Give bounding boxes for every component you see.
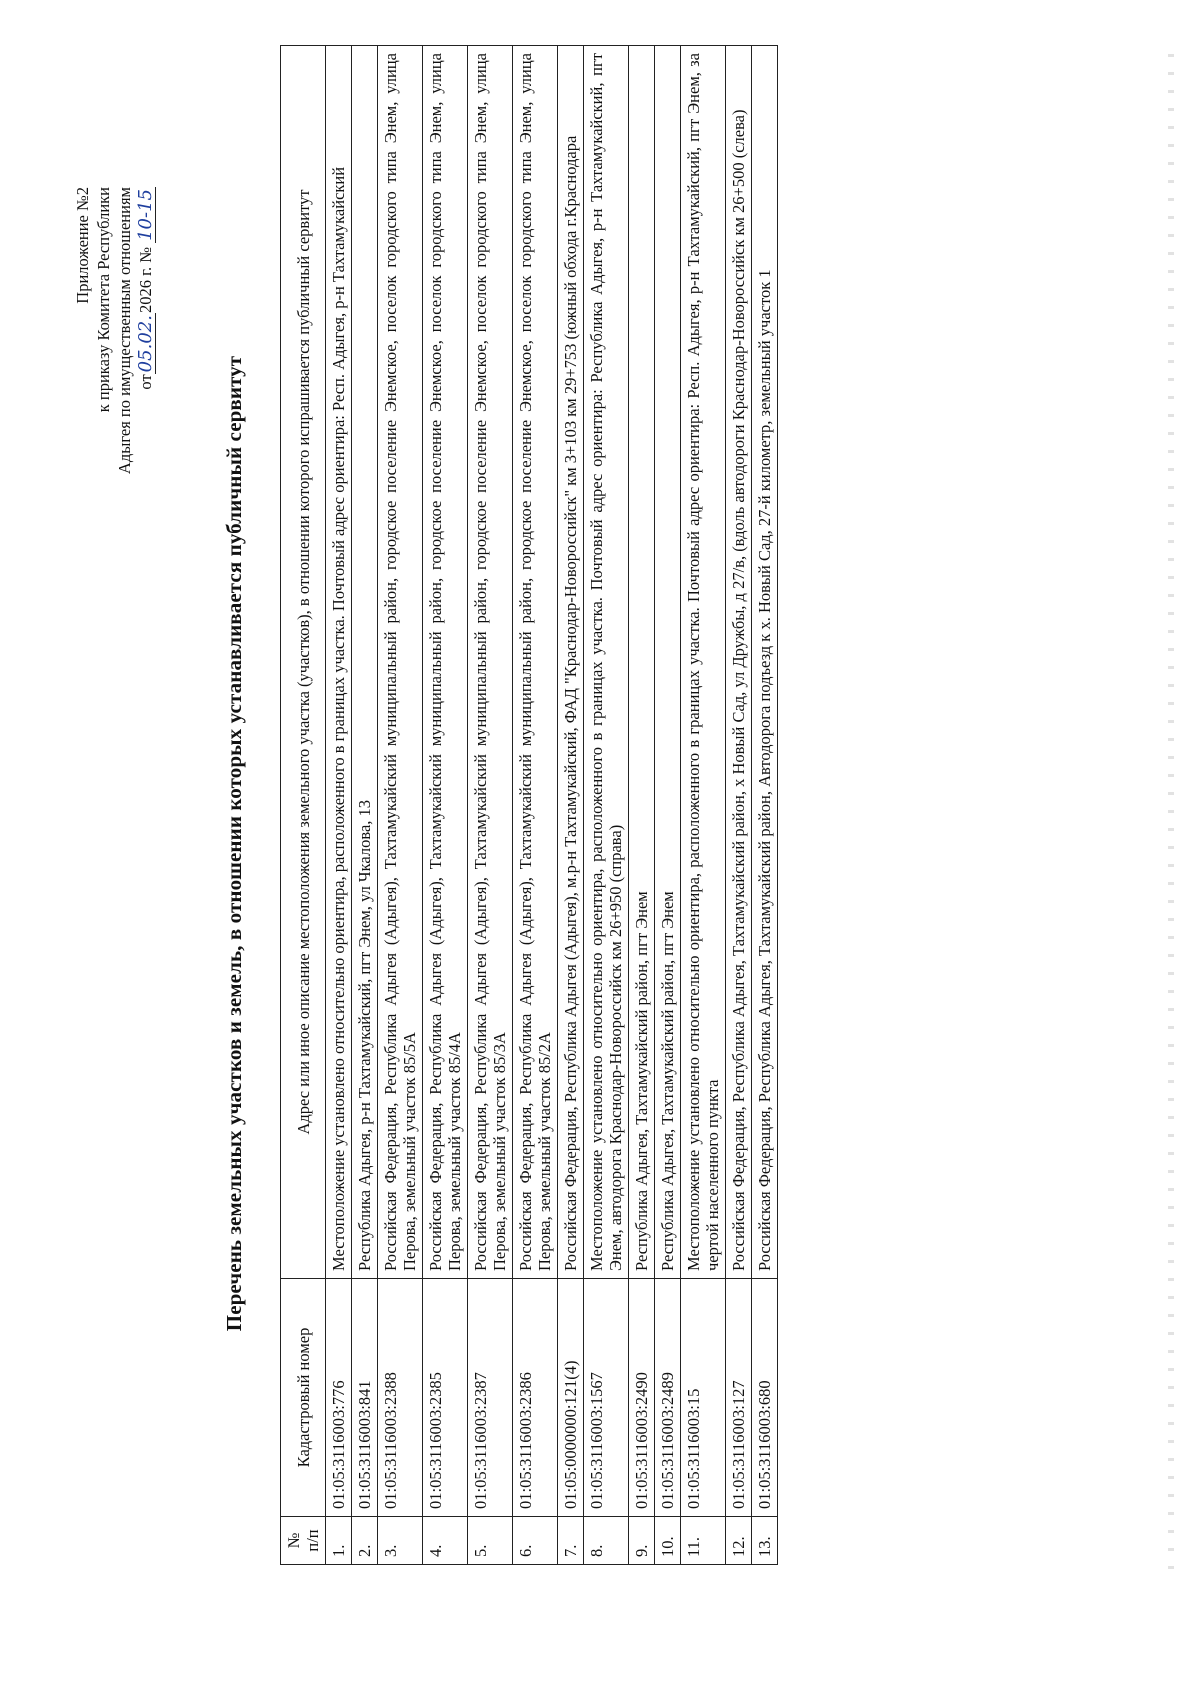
address-cell: Российская Федерация, Республика Адыгея, Тахтамукайский район, Автодорога подъезд к х. Новый Сад, 27-й километр, земельный участок 1: [752, 46, 778, 1279]
address-cell: Российская Федерация, Республика Адыгея (Адыгея), Тахтамукайский муниципальный район, городское поселение Энемское, поселок городского типа Энем, улица Перова, земельный участок 85/5А: [378, 46, 423, 1279]
order-date-line: [135, 187, 156, 667]
cadastral-number-cell: 01:05:3116003:776: [326, 1279, 352, 1517]
table-row: [423, 46, 468, 1565]
date-prefix: от: [136, 374, 155, 390]
row-number-cell: 11.: [681, 1517, 726, 1565]
year-text: 2026 г. №: [136, 247, 155, 314]
table-row: [378, 46, 423, 1565]
table-body: [326, 46, 778, 1565]
table-row: [468, 46, 513, 1565]
table-row: [513, 46, 558, 1565]
address-cell: Местоположение установлено относительно ориентира, расположенного в границах участка. Почтовый адрес ориентира: Республика Адыгея, р-н Тахтамукайский, пгт Энем, автодорога Краснодар-Новороссийск км 26+950 (справа): [584, 46, 629, 1279]
table-row: [326, 46, 352, 1565]
address-cell: Республика Адыгея, р-н Тахтамукайский, пгт Энем, ул Чкалова, 13: [352, 46, 378, 1279]
address-cell: Российская Федерация, Республика Адыгея (Адыгея), Тахтамукайский муниципальный район, городское поселение Энемское, поселок городского типа Энем, улица Перова, земельный участок 85/4А: [423, 46, 468, 1279]
address-cell: Российская Федерация, Республика Адыгея (Адыгея), Тахтамукайский муниципальный район, городское поселение Энемское, поселок городского типа Энем, улица Перова, земельный участок 85/2А: [513, 46, 558, 1279]
address-cell: Республика Адыгея, Тахтамукайский район, пгт Энем: [629, 46, 655, 1279]
row-number-cell: 3.: [378, 1517, 423, 1565]
cadastral-number-cell: 01:05:3116003:2388: [378, 1279, 423, 1517]
row-number-cell: 12.: [726, 1517, 752, 1565]
cadastral-number-cell: 01:05:3116003:2386: [513, 1279, 558, 1517]
cadastral-number-cell: 01:05:3116003:127: [726, 1279, 752, 1517]
scan-artifact: [1168, 39, 1174, 1569]
appendix-number: Приложение №2: [73, 187, 92, 304]
row-number-cell: 6.: [513, 1517, 558, 1565]
cadastral-number-cell: 01:05:3116003:1567: [584, 1279, 629, 1517]
table-row: [352, 46, 378, 1565]
row-number-cell: 8.: [584, 1517, 629, 1565]
cadastral-number-cell: 01:05:3116003:15: [681, 1279, 726, 1517]
cadastral-number-cell: 01:05:3116003:841: [352, 1279, 378, 1517]
row-number-cell: 10.: [655, 1517, 681, 1565]
cadastral-number-cell: 01:05:0000000:121(4): [558, 1279, 584, 1517]
column-header-cadastral: Кадастровый номер: [281, 1279, 326, 1517]
table-row: [681, 46, 726, 1565]
cadastral-number-cell: 01:05:3116003:2387: [468, 1279, 513, 1517]
cadastral-number-cell: 01:05:3116003:2385: [423, 1279, 468, 1517]
cadastral-number-cell: 01:05:3116003:680: [752, 1279, 778, 1517]
table-row: [558, 46, 584, 1565]
table-row: [584, 46, 629, 1565]
table-row: [655, 46, 681, 1565]
address-cell: Российская Федерация, Республика Адыгея, Тахтамукайский район, х Новый Сад, ул Дружбы, д 27/в, (вдоль автодороги Краснодар-Новороссийск км 26+500 (слева): [726, 46, 752, 1279]
handwritten-order-number: 10-15: [135, 189, 156, 241]
address-cell: Местоположение установлено относительно ориентира, расположенного в границах участка. Почтовый адрес ориентира: Респ. Адыгея, р-н Тахтамукайский, пгт Энем, за чертой населенного пункта: [681, 46, 726, 1279]
document-title: Перечень земельных участков и земель, в отношении которых устанавливается публичный сервитут: [222, 355, 246, 1332]
cadastral-number-cell: 01:05:3116003:2489: [655, 1279, 681, 1517]
address-cell: Республика Адыгея, Тахтамукайский район, пгт Энем: [655, 46, 681, 1279]
row-number-cell: 4.: [423, 1517, 468, 1565]
column-header-number: № п/п: [281, 1517, 326, 1565]
column-header-address: Адрес или иное описание местоположения земельного участка (участков), в отношении которого испрашивается публичный сервитут: [281, 46, 326, 1279]
address-cell: Местоположение установлено относительно ориентира, расположенного в границах участка. Почтовый адрес ориентира: Респ. Адыгея, р-н Тахтамукайский: [326, 46, 352, 1279]
row-number-cell: 1.: [326, 1517, 352, 1565]
table-row: [629, 46, 655, 1565]
table-row: [726, 46, 752, 1565]
land-plots-table: [280, 45, 778, 1565]
row-number-cell: 2.: [352, 1517, 378, 1565]
cadastral-number-cell: 01:05:3116003:2490: [629, 1279, 655, 1517]
table-row: [752, 46, 778, 1565]
order-reference: к приказу Комитета Республики: [94, 187, 113, 413]
handwritten-date: 05.02.: [135, 315, 156, 373]
committee-name: Адыгея по имущественным отношениям: [115, 187, 134, 475]
appendix-header: [72, 187, 156, 667]
address-cell: Российская Федерация, Республика Адыгея (Адыгея), м.р-н Тахтамукайский, ФАД "Краснодар-Новороссийск" км 3+103 км 29+753 (южный обхода г.Краснодара: [558, 46, 584, 1279]
row-number-cell: 13.: [752, 1517, 778, 1565]
row-number-cell: 7.: [558, 1517, 584, 1565]
address-cell: Российская Федерация, Республика Адыгея (Адыгея), Тахтамукайский муниципальный район, городское поселение Энемское, поселок городского типа Энем, улица Перова, земельный участок 85/3А: [468, 46, 513, 1279]
table-header-row: [281, 46, 326, 1565]
row-number-cell: 9.: [629, 1517, 655, 1565]
row-number-cell: 5.: [468, 1517, 513, 1565]
